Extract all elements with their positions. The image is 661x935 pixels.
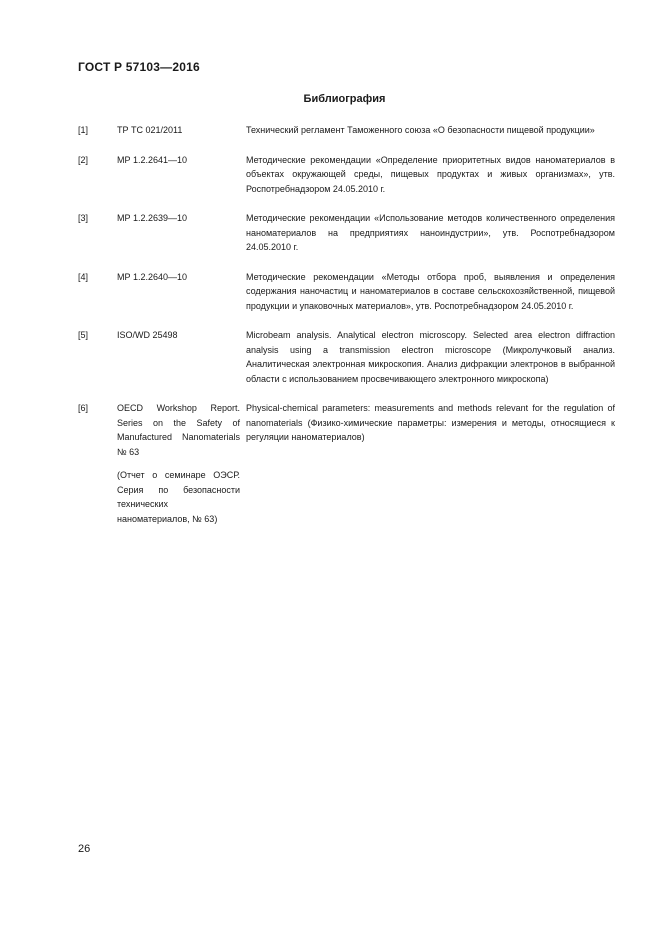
page-number: 26 <box>78 843 91 855</box>
entry-code-block <box>117 401 246 526</box>
entry-code: МР 1.2.2641—10 <box>117 154 188 165</box>
bibliography-entry-2 <box>78 153 615 197</box>
entry-number: [1] <box>78 125 89 135</box>
entry-number: [4] <box>78 271 89 282</box>
bibliography-entry-1 <box>78 123 615 138</box>
entry-description: Методические рекомендации «Использование методов количественного определения наноматериалов на предприятиях наноиндустрии», утв. Роспотребнадзором 24.05.2010 г. <box>246 213 615 252</box>
bibliography-entry-6 <box>78 401 615 526</box>
entry-code: МР 1.2.2640—10 <box>117 271 188 282</box>
entry-description: Методические рекомендации «Методы отбора проб, выявления и определения содержания наночастиц и наноматериалов в составе сельскохозяйственной, пищевой продукции и упаковочных материалов», утв. Роспотребнадзором 24.05.2010 г. <box>246 271 615 311</box>
entry-number: [6] <box>78 403 89 413</box>
entry-code: ТР ТС 021/2011 <box>117 125 183 135</box>
entry-number: [5] <box>78 330 89 340</box>
bibliography-entry-4 <box>78 270 615 314</box>
entry-number: [3] <box>78 213 89 223</box>
entry-code: OECD Workshop Report. Series on the Safety of Manufactured Nanomaterials № 63 <box>117 403 240 457</box>
bibliography-entry-3 <box>78 211 615 255</box>
page-title: Библиография <box>303 93 386 105</box>
bibliography-entry-5 <box>78 328 615 386</box>
entry-description: Microbeam analysis. Analytical electron microscopy. Selected area electron diffraction analysis using a transmission electron microscope (Микролучковый анализ. Аналитическая электронная микроскопия. Анализ дифракции электронов в выбранной области с использованием просвечивающего электронного микроскопа) <box>246 330 615 384</box>
entry-description: Physical-chemical parameters: measurements and methods relevant for the regulation of nanomaterials (Физико-химические параметры: измерения и методы, относящиеся к регуляции наноматериалов) <box>246 403 615 442</box>
entry-code: МР 1.2.2639—10 <box>117 213 188 223</box>
entry-number: [2] <box>78 154 89 165</box>
entry-code: ISO/WD 25498 <box>117 330 178 340</box>
bibliography-list <box>78 123 615 541</box>
entry-code-note: (Отчет о семинаре ОЭСР. Серия по безопасности технических наноматериалов, № 63) <box>117 470 240 524</box>
entry-description: Технический регламент Таможенного союза «О безопасности пищевой продукции» <box>246 125 595 135</box>
document-header: ГОСТ Р 57103—2016 <box>78 60 200 74</box>
entry-description: Методические рекомендации «Определение приоритетных видов наноматериалов в объектах окружающей среды, пищевых продуктах и живых организмах», утв. Роспотребнадзором 24.05.2010 г. <box>246 154 615 194</box>
